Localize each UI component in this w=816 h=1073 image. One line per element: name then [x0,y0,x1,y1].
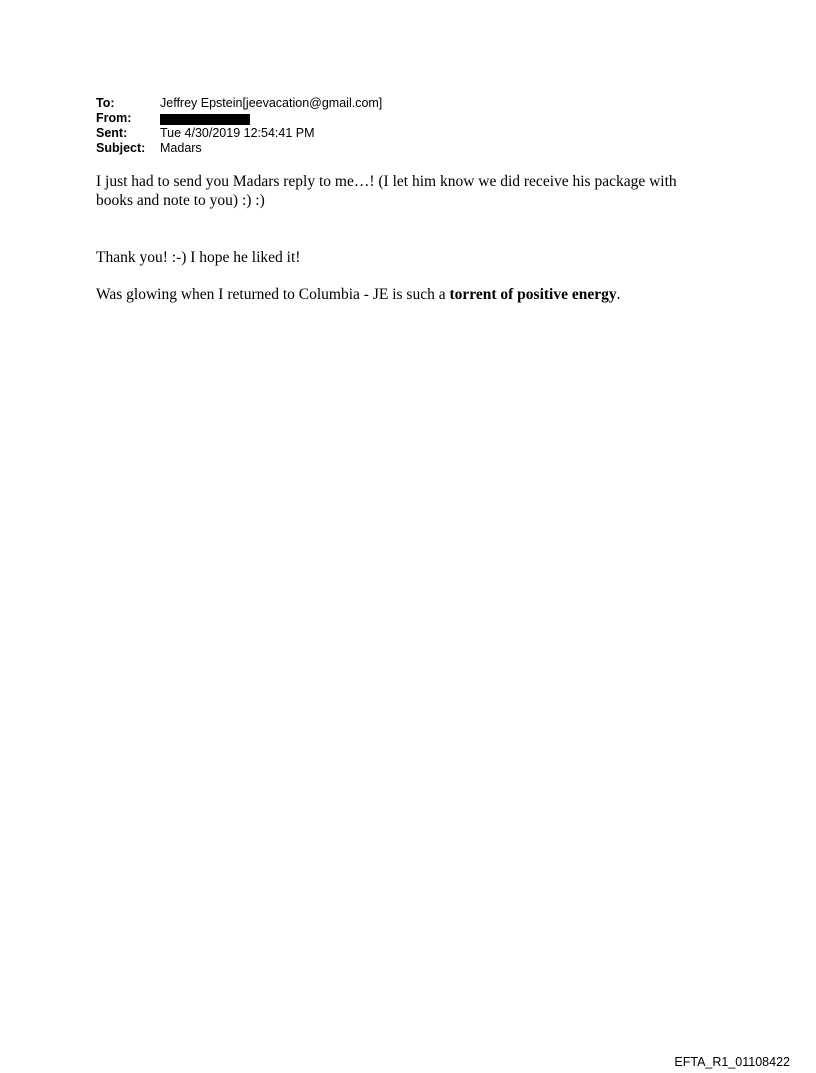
body-paragraph-3 [96,285,716,304]
sent-row [96,126,382,141]
body-paragraph-3-bold: torrent of positive energy [449,286,617,303]
body-paragraph-1: I just had to send you Madars reply to me…! (I let him know we did receive his package with books and note to you) :) :) [96,173,677,209]
body-paragraph-2: Thank you! :-) I hope he liked it! [96,249,301,266]
redaction-bar [160,114,250,125]
email-header [96,96,382,156]
from-row [96,111,382,126]
subject-row [96,141,382,156]
sent-label: Sent: [96,126,128,140]
to-row [96,96,382,111]
email-body [96,172,716,304]
to-label: To: [96,96,115,110]
to-value: Jeffrey Epstein[jeevacation@gmail.com] [160,96,383,110]
body-paragraph-3-start: Was glowing when I returned to Columbia - JE is such a [96,286,450,303]
from-label: From: [96,111,132,125]
body-paragraph-3-end: . [616,286,621,303]
document-id: EFTA_R1_01108422 [674,1055,790,1069]
subject-label: Subject: [96,141,146,155]
subject-value: Madars [160,141,202,155]
sent-value: Tue 4/30/2019 12:54:41 PM [160,126,315,140]
